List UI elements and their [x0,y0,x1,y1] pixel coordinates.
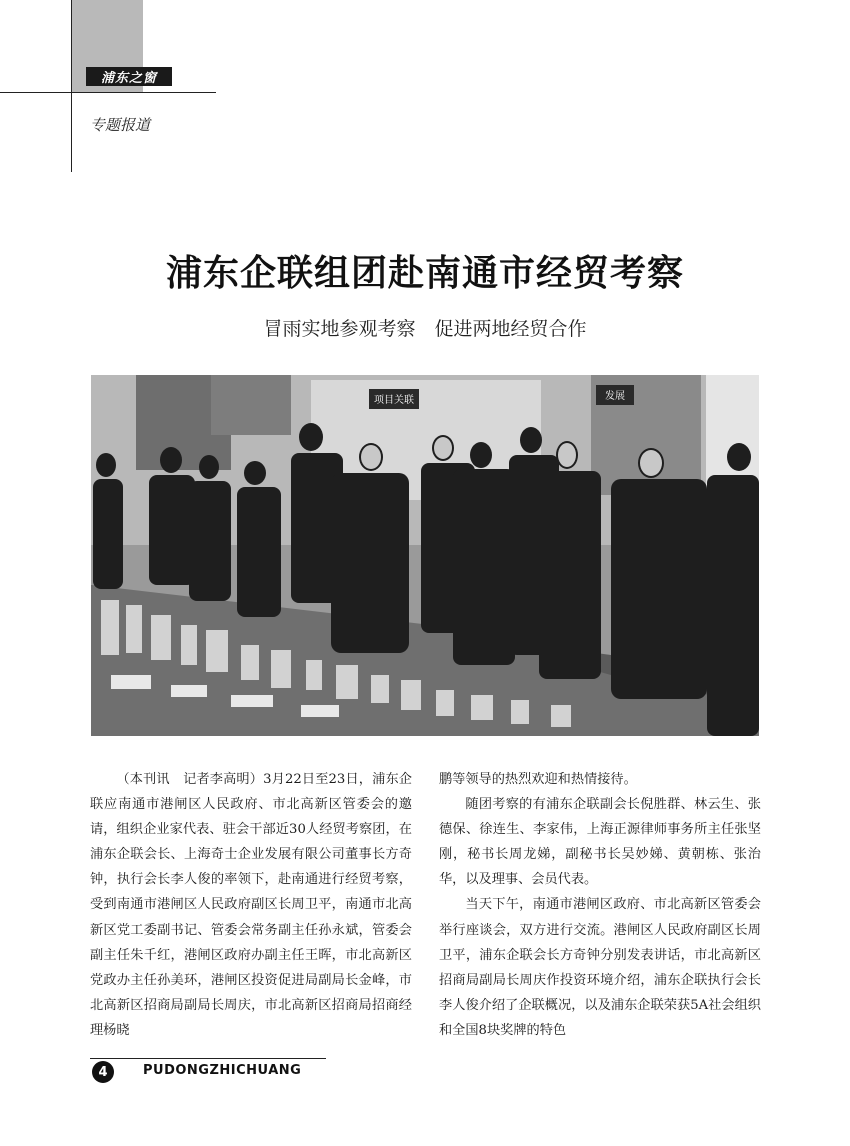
article-paragraph: 当天下午，南通市港闸区政府、市北高新区管委会举行座谈会，双方进行交流。港闸区人民政府副区长周卫平，浦东企联会长方奇钟分别发表讲话，市北高新区招商局副局长周庆作投资环境介绍，浦东企联执行会长李人俊介绍了企联概况，以及浦东企联荣获5A社会组织和全国8块奖牌的特色 [439,897,761,1038]
footer-rule [90,1058,326,1059]
page-number: 4 [92,1061,114,1083]
section-label: 专题报道 [90,116,151,134]
article-column-right [439,767,761,1043]
article-paragraph-continued: 鹏等领导的热烈欢迎和热情接待。 [439,772,637,787]
photo-sign-2: 发展 [605,391,625,402]
footer-magazine-name: PUDONGZHICHUANG [143,1063,302,1078]
magazine-logo: 浦东之窗 [86,67,172,86]
article-subtitle: 冒雨实地参观考察 促进两地经贸合作 [263,318,587,340]
article-title: 浦东企联组团赴南通市经贸考察 [165,253,684,294]
article-paragraph: 随团考察的有浦东企联副会长倪胜群、林云生、张德保、徐连生、李家伟，上海正源律师事务所主任张坚刚，秘书长周龙娣，副秘书长吴妙娣、黄朝栋、张治华，以及理事、会员代表。 [439,797,761,888]
article-photo [91,375,759,736]
article-paragraph: （本刊讯 记者李高明）3月22日至23日，浦东企联应南通市港闸区人民政府、市北高新区管委会的邀请，组织企业家代表、驻会干部近30人经贸考察团，在浦东企联会长、上海奇士企业发展有限公司董事长方奇钟，执行会长李人俊的率领下，赴南通进行经贸考察，受到南通市港闸区人民政府副区长周卫平，南通市北高新区党工委副书记、管委会常务副主任孙永斌，管委会副主任朱千红，港闸区政府办副主任王晖，市北高新区党政办主任孙美环，港闸区投资促进局副局长金峰，市北高新区招商局副局长周庆，市北高新区招商局招商经理杨晓 [90,772,412,1038]
header-horizontal-rule [0,92,216,93]
article-column-left [90,767,412,1043]
header-vertical-rule [71,0,72,172]
photo-sign-1: 项目关联 [374,395,414,406]
